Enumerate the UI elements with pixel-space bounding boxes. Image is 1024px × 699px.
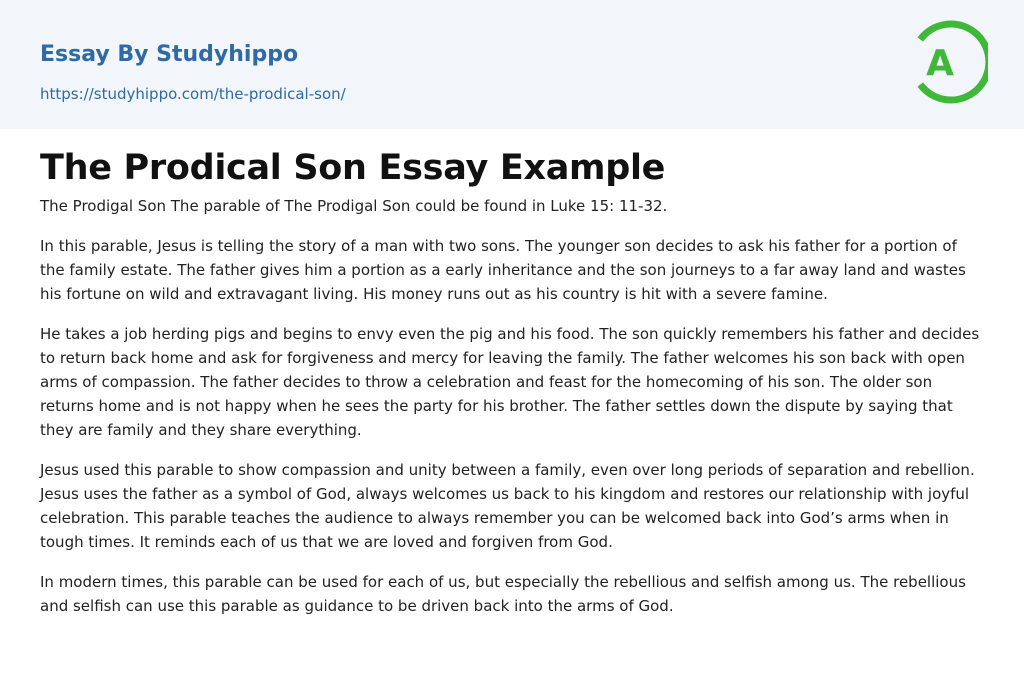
- essay-intro: The Prodigal Son The parable of The Prodigal Son could be found in Luke 15: 11-32.: [40, 197, 668, 215]
- essay-paragraph: Jesus used this parable to show compassion and unity between a family, even over long periods of separation and rebellion. Jesus uses the father as a symbol of God, always welcomes us back to his kingdom and restores our relationship with joyful celebration. This parable teaches the audience to always remember you can be welcomed back into God’s arms when in tough times. It reminds each of us that we are loved and forgiven from God.: [40, 461, 975, 551]
- essay-paragraph: He takes a job herding pigs and begins to envy even the pig and his food. The son quickly remembers his father and decides to return back home and ask for forgiveness and mercy for leaving the family. The father welcomes his son back with open arms of compassion. The father decides to throw a celebration and feast for the homecoming of his son. The older son returns home and is not happy when he sees the party for his brother. The father settles down the dispute by saying that they are family and they share everything.: [40, 325, 980, 439]
- essay-title: The Prodical Son Essay Example: [40, 148, 666, 188]
- studyhippo-logo-icon[interactable]: [910, 18, 988, 106]
- essay-content: [40, 144, 984, 618]
- site-url-link[interactable]: https://studyhippo.com/the-prodical-son/: [40, 85, 346, 103]
- site-header: [0, 0, 1024, 129]
- essay-paragraph: In this parable, Jesus is telling the story of a man with two sons. The younger son decides to ask his father for a portion of the family estate. The father gives him a portion as a early inheritance and the son journeys to a far away land and wastes his fortune on wild and extravagant living. His money runs out as his country is hit with a severe famine.: [40, 237, 966, 303]
- essay-paragraph: In modern times, this parable can be used for each of us, but especially the rebellious and selfish among us. The rebellious and selfish can use this parable as guidance to be driven back into the arms of God.: [40, 573, 966, 615]
- site-title[interactable]: Essay By Studyhippo: [40, 42, 299, 67]
- logo-letter: A: [926, 43, 954, 84]
